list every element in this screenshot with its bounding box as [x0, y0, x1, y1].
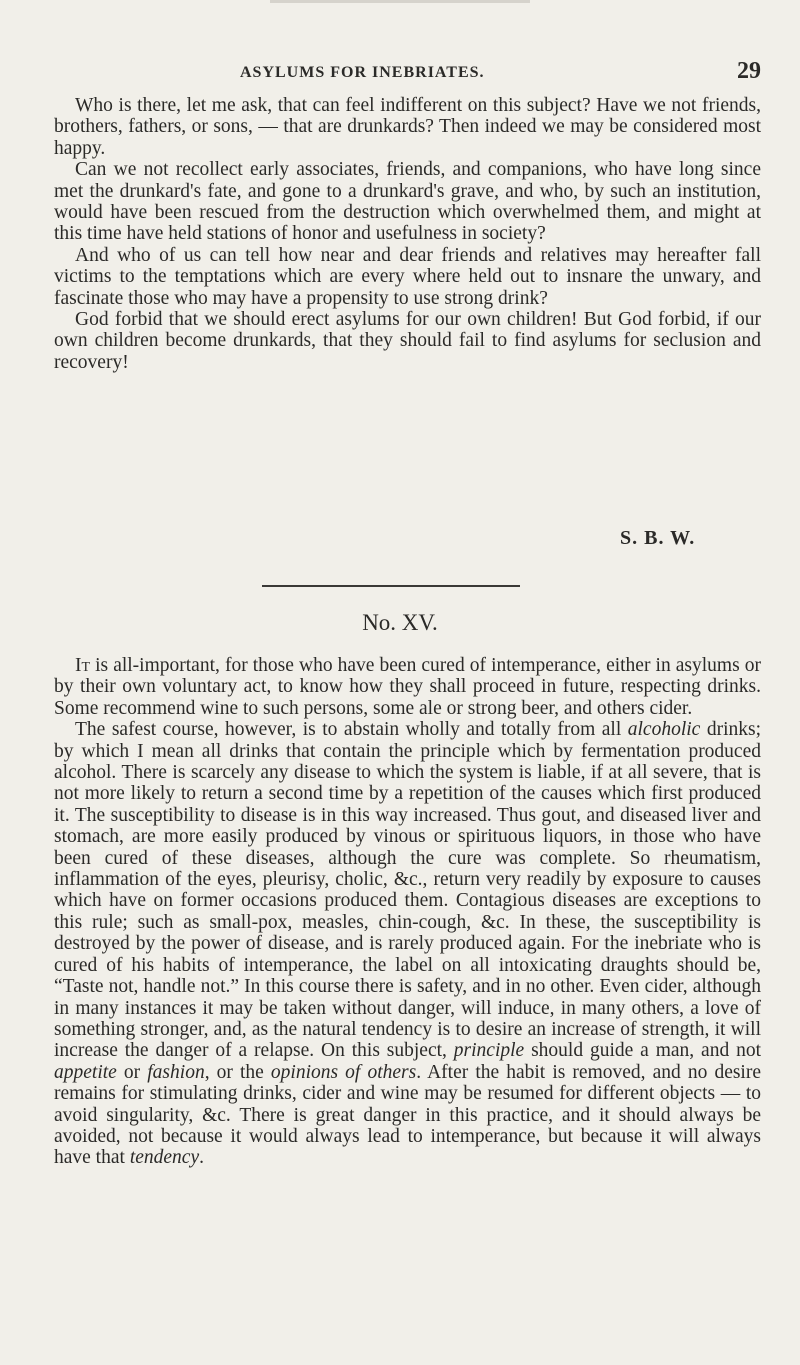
emphasis: principle: [453, 1040, 525, 1062]
letter-paragraph: God forbid that we should erect asylums for our own children! But God forbid, if our own children become drunkards, that they should fail to find asylums for seclusion and recovery!: [54, 309, 761, 373]
top-edge-rule: [270, 0, 530, 3]
paragraph-text: is all-important, for those who have been cured of intemperance, either in asylums or by their own voluntary act, to know how they shall proceed in future, respecting drinks. Some recommend wine to such persons, some ale or strong beer, and others cider.: [54, 655, 761, 719]
emphasis: appetite: [54, 1061, 117, 1083]
emphasis: tendency: [129, 1147, 200, 1169]
section-paragraph: [54, 719, 761, 1169]
emphasis: opinions of others: [270, 1061, 417, 1083]
section-divider: [262, 585, 520, 587]
letter-paragraph: And who of us can tell how near and dear friends and relatives may hereafter fall victims to the temptations which are every where held out to insnare the unwary, and fascinate those who may have a propensity to use strong drink?: [54, 244, 761, 309]
section-body: [54, 655, 761, 1169]
running-title: ASYLUMS FOR INEBRIATES.: [240, 64, 485, 81]
paragraph-text: or: [116, 1061, 148, 1083]
paragraph-text: should guide a man, and not: [524, 1040, 761, 1062]
running-head: [0, 60, 800, 90]
signature: S. B. W.: [620, 527, 696, 549]
letter-paragraph: Who is there, let me ask, that can feel indifferent on this subject? Have we not friends, brothers, fathers, or sons, — that are drunkards? Then indeed we may be considered most happy.: [54, 95, 761, 159]
emphasis: fashion: [147, 1061, 205, 1083]
section-paragraph: [54, 655, 761, 719]
section-heading: No. XV.: [362, 610, 438, 635]
paragraph-text: , or the: [204, 1061, 271, 1083]
emphasis: alcoholic: [627, 719, 701, 741]
letter-paragraph: Can we not recollect early associates, friends, and companions, who have long since met the drunkard's fate, and gone to a drunkard's grave, and who, by such an institution, would have been rescued from the destruction which overwhelmed them, and might at this time have held stations of honor and usefulness in society?: [54, 159, 761, 245]
letter-body: [54, 95, 761, 373]
paragraph-text: . After the habit is removed, and no desire remains for stimulating drinks, cider and wine may be resumed for different objects — to avoid singularity, &c. There is great danger in this practice, and it should always be avoided, not because it would always lead to intemperance, but because it will always have that: [54, 1061, 762, 1169]
paragraph-text: .: [199, 1147, 204, 1169]
page-number: 29: [737, 58, 761, 84]
lead-word: It: [75, 655, 91, 676]
paragraph-text: The safest course, however, is to abstain wholly and totally from all: [75, 719, 628, 741]
paragraph-text: drinks; by which I mean all drinks that contain the principle which by fermentation produced alcohol. There is scarcely any disease to which the system is liable, if at all severe, that is not more likely to return a second time by a repetition of the causes which first produced it. The susceptibility to disease is in this way increased. Thus gout, and diseased liver and stomach, are more easily produced by vinous or spirituous liquors, in those who have been cured of these diseases, although the cure was complete. So rheumatism, inflammation of the eyes, pleurisy, cholic, &c., return very readily by exposure to causes which have on former occasions produced them. Contagious diseases are exceptions to this rule; such as small-pox, measles, chin-cough, &c. In these, the susceptibility is destroyed by the power of disease, and is rarely produced again. For the inebriate who is cured of his habits of intemperance, the label on all intoxicating draughts should be, “Taste not, handle not.” In this course there is safety, and in no other. Even cider, although in many instances it may be taken without danger, will induce, in many others, a love of something stronger, and, as the natural tendency is to desire an increase of strength, it will increase the danger of a relapse. On this subject,: [54, 719, 762, 1062]
